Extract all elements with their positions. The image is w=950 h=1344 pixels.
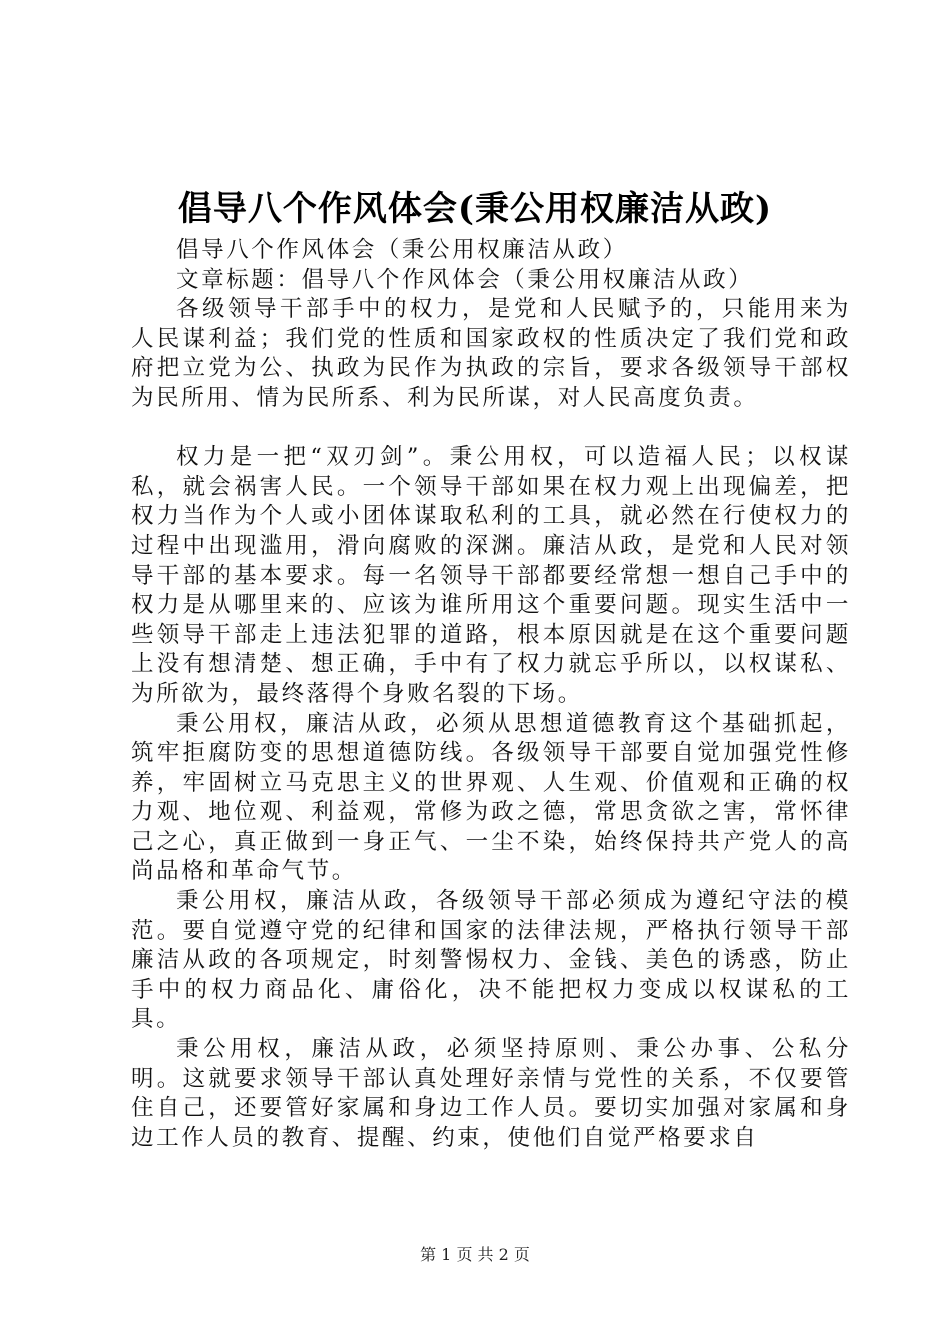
paragraph-3: 秉公用权，廉洁从政，必须从思想道德教育这个基础抓起，筑牢拒腐防变的思想道德防线。各级领导干部要自觉加强党性修养，牢固树立马克思主义的世界观、人生观、价值观和正确的权力观、地位观、利益观，常修为政之德，常思贪欲之害，常怀律己之心，真正做到一身正气、一尘不染，始终保持共产党人的高尚品格和革命气节。 xyxy=(131,710,851,885)
paragraph-4: 秉公用权，廉洁从政，各级领导干部必须成为遵纪守法的模范。要自觉遵守党的纪律和国家的法律法规，严格执行领导干部廉洁从政的各项规定，时刻警惕权力、金钱、美色的诱惑，防止手中的权力商品化、庸俗化，决不能把权力变成以权谋私的工具。 xyxy=(131,888,851,1033)
paragraph-subtitle: 倡导八个作风体会（秉公用权廉洁从政） xyxy=(176,237,628,263)
paragraph-article-title: 文章标题：倡导八个作风体会（秉公用权廉洁从政） xyxy=(176,266,754,293)
document-body xyxy=(131,236,851,1153)
paragraph-2: 权力是一把“双刃剑”。秉公用权，可以造福人民；以权谋私，就会祸害人民。一个领导干部如果在权力观上出现偏差，把权力当作为个人或小团体谋取私利的工具，就必然在行使权力的过程中出现滥用，滑向腐败的深渊。廉洁从政，是党和人民对领导干部的基本要求。每一名领导干部都要经常想一想自己手中的权力是从哪里来的、应该为谁所用这个重要问题。现实生活中一些领导干部走上违法犯罪的道路，根本原因就是在这个重要问题上没有想清楚、想正确，手中有了权力就忘乎所以，以权谋私、为所欲为，最终落得个身败名裂的下场。 xyxy=(131,444,851,707)
paragraph-blank xyxy=(131,414,851,444)
paragraph-5: 秉公用权，廉洁从政，必须坚持原则、秉公办事、公私分明。这就要求领导干部认真处理好亲情与党性的关系，不仅要管住自己，还要管好家属和身边工作人员。要切实加强对家属和身边工作人员的教育、提醒、约束，使他们自觉严格要求自 xyxy=(131,1036,851,1151)
page-footer: 第 1 页 共 2 页 xyxy=(420,1245,530,1264)
document-title: 倡导八个作风体会(秉公用权廉洁从政) xyxy=(177,189,773,229)
paragraph-1: 各级领导干部手中的权力，是党和人民赋予的，只能用来为人民谋利益；我们党的性质和国家政权的性质决定了我们党和政府把立党为公、执政为民作为执政的宗旨，要求各级领导干部权为民所用、情为民所系、利为民所谋，对人民高度负责。 xyxy=(131,296,851,411)
